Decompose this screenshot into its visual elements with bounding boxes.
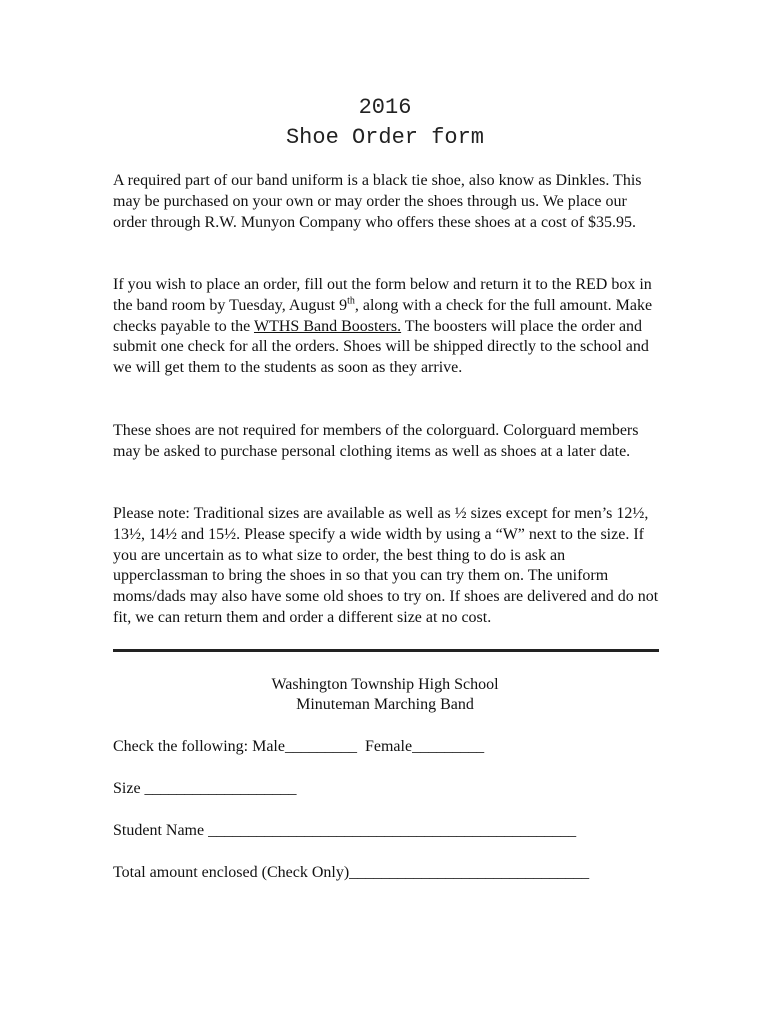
form-title: Shoe Order form (285, 125, 485, 150)
school-name: Washington Township High School (271, 676, 499, 693)
male-blank[interactable]: _________ (284, 738, 357, 755)
gender-field-row (113, 737, 673, 757)
size-blank[interactable]: ___________________ (144, 780, 297, 797)
section-divider (113, 649, 659, 652)
order-instructions-text-b: , along with a check for the full amount. Make checks payable to the (113, 296, 653, 335)
order-instructions-text-c: The boosters will place the order and submit one check for all the orders. Shoes will be shipped directly to the school and we will get them to the students as soon as they arrive. (113, 317, 649, 377)
colorguard-paragraph: These shoes are not required for members of the colorguard. Colorguard members may be asked to purchase personal clothing items as well as shoes at a later date. (113, 422, 639, 460)
student-name-blank[interactable]: ______________________________________________ (208, 822, 577, 839)
sizing-note-paragraph: Please note: Traditional sizes are available as well as ½ sizes except for men’s 12½, 13½, 14½ and 15½. Please specify a wide width by using a “W” next to the size. If you are uncertain as to what size to order, the best thing to do is ask an upperclassman to bring the shoes in so that you can try them on. The uniform moms/dads may also have some old shoes to try on. If shoes are delivered and do not fit, we can return them and order a different size at no cost. (113, 505, 659, 626)
size-field-row (113, 779, 673, 799)
payee-name: WTHS Band Boosters. (253, 317, 402, 335)
order-instructions-text-a: If you wish to place an order, fill out the form below and return it to the RED box in the band room by Tuesday, August 9 (113, 276, 652, 314)
gender-label: Check the following: Male (113, 738, 285, 755)
band-name: Minuteman Marching Band (296, 696, 474, 713)
student-name-label: Student Name (113, 822, 209, 839)
form-year: 2016 (358, 95, 412, 120)
date-superscript: th (347, 295, 355, 307)
female-blank[interactable]: _________ (412, 738, 485, 755)
female-label: Female (356, 738, 413, 755)
intro-paragraph: A required part of our band uniform is a black tie shoe, also know as Dinkles. This may be purchased on your own or may order the shoes through us. We place our order through R.W. Munyon Company who offers these shoes at a cost of $35.95. (113, 172, 642, 231)
total-amount-label: Total amount enclosed (Check Only) (113, 864, 350, 881)
total-amount-blank[interactable]: ______________________________ (349, 864, 590, 881)
student-name-field-row (113, 821, 673, 841)
order-instructions-paragraph (113, 275, 663, 379)
total-amount-field-row (113, 863, 673, 883)
size-label: Size (113, 780, 145, 797)
